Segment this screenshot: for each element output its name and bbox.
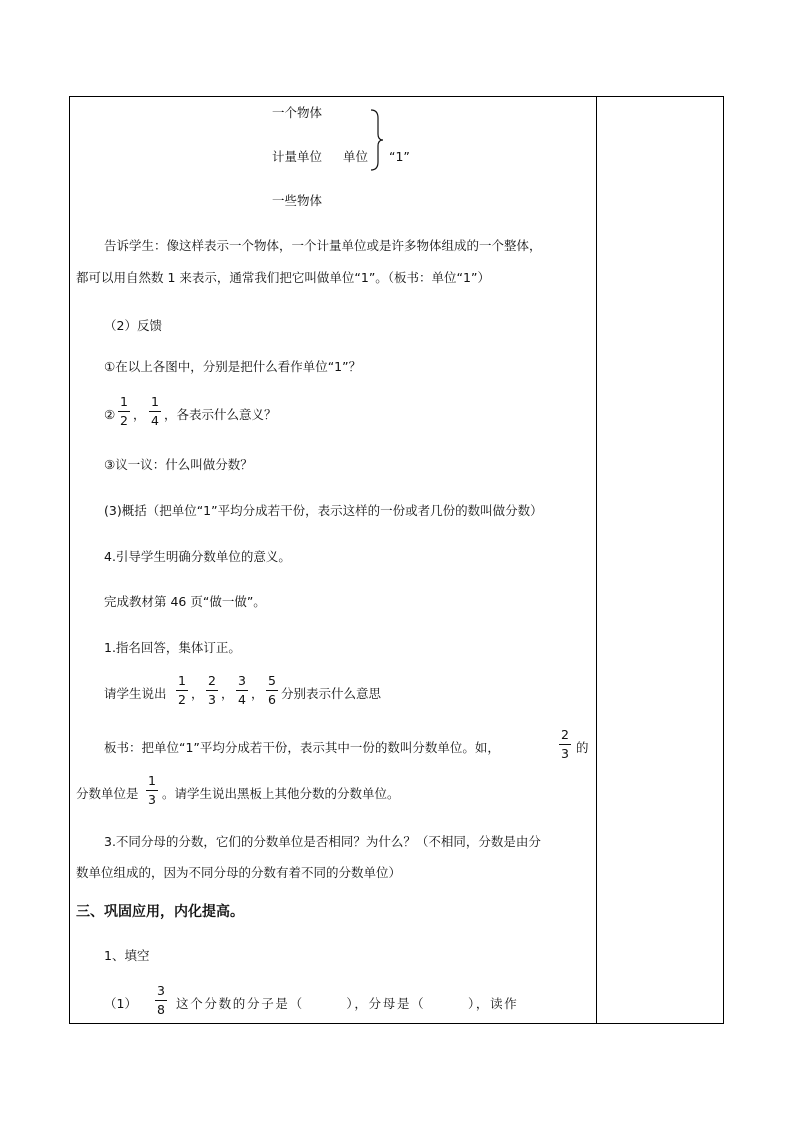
question-3: ③议一议：什么叫做分数？ — [104, 457, 253, 472]
question-2-prefix: ② — [104, 407, 116, 422]
say-comma-3: ， — [251, 686, 264, 701]
step-4: 4.引导学生明确分数单位的意义。 — [104, 549, 291, 564]
fraction-2-3: 2 3 — [205, 674, 219, 707]
question-2-separator: ， — [133, 407, 146, 422]
board-line-1: 板书：把单位“1”平均分成若干份，表示其中一份的数叫分数单位。如， — [104, 740, 500, 755]
section-3-heading: 三、巩固应用，内化提高。 — [76, 904, 244, 920]
fill-item-1-text: 这个分数的分子是（ ），分母是（ ），读作 — [176, 996, 519, 1011]
textbook-exercise: 完成教材第 46 页“做一做”。 — [104, 594, 266, 609]
table-column-divider — [596, 96, 597, 1024]
paragraph-tell-line-2: 都可以用自然数 1 来表示，通常我们把它叫做单位“1”。（板书：单位“1”） — [76, 270, 490, 285]
board-line-1-end: 的 — [576, 740, 589, 755]
fraction-board-1-3: 1 3 — [145, 774, 159, 807]
step-3-line-1: 3.不同分母的分数，它们的分数单位是否相同？为什么？（不相同，分数是由分 — [104, 834, 541, 849]
step-3-line-2: 数单位组成的，因为不同分母的分数有着不同的分数单位） — [76, 865, 402, 880]
diagram-item-measure-unit: 计量单位 — [272, 149, 323, 164]
fraction-1-2: 1 2 — [175, 674, 189, 707]
paragraph-tell-line-1: 告诉学生：像这样表示一个物体，一个计量单位或是许多物体组成的一个整体， — [104, 238, 542, 253]
diagram-item-some-objects: 一些物体 — [272, 193, 323, 208]
right-brace-icon — [368, 108, 384, 172]
fill-item-1-prefix: （1） — [104, 996, 137, 1011]
board-line-2-suffix: 。请学生说出黑板上其他分数的分数单位。 — [162, 786, 400, 801]
diagram-item-unit: 单位 — [343, 149, 369, 164]
feedback-heading: （2）反馈 — [104, 318, 162, 333]
fraction-3-4: 3 4 — [235, 674, 249, 707]
summary-definition: (3)概括（把单位“1”平均分成若干份，表示这样的一份或者几份的数叫做分数） — [104, 503, 543, 518]
say-fractions-prefix: 请学生说出 — [104, 686, 167, 701]
fraction-3-8: 3 8 — [154, 984, 168, 1017]
diagram-item-one-object: 一个物体 — [272, 105, 323, 120]
question-2-text: ，各表示什么意义？ — [164, 407, 277, 422]
fraction-board-2-3: 2 3 — [558, 728, 572, 761]
answer-instruction: 1.指名回答，集体订正。 — [104, 640, 241, 655]
fraction-one-half: 1 2 — [117, 395, 131, 428]
fraction-5-6: 5 6 — [265, 674, 279, 707]
say-fractions-suffix: 分别表示什么意思 — [281, 686, 382, 701]
fraction-one-quarter: 1 4 — [148, 395, 162, 428]
fill-blank-heading: 1、填空 — [104, 948, 150, 963]
say-comma-2: ， — [221, 686, 234, 701]
board-line-2-prefix: 分数单位是 — [76, 786, 139, 801]
question-1: ①在以上各图中，分别是把什么看作单位“1”？ — [104, 359, 362, 374]
say-comma-1: ， — [191, 686, 204, 701]
diagram-result-one: “1” — [389, 149, 410, 164]
